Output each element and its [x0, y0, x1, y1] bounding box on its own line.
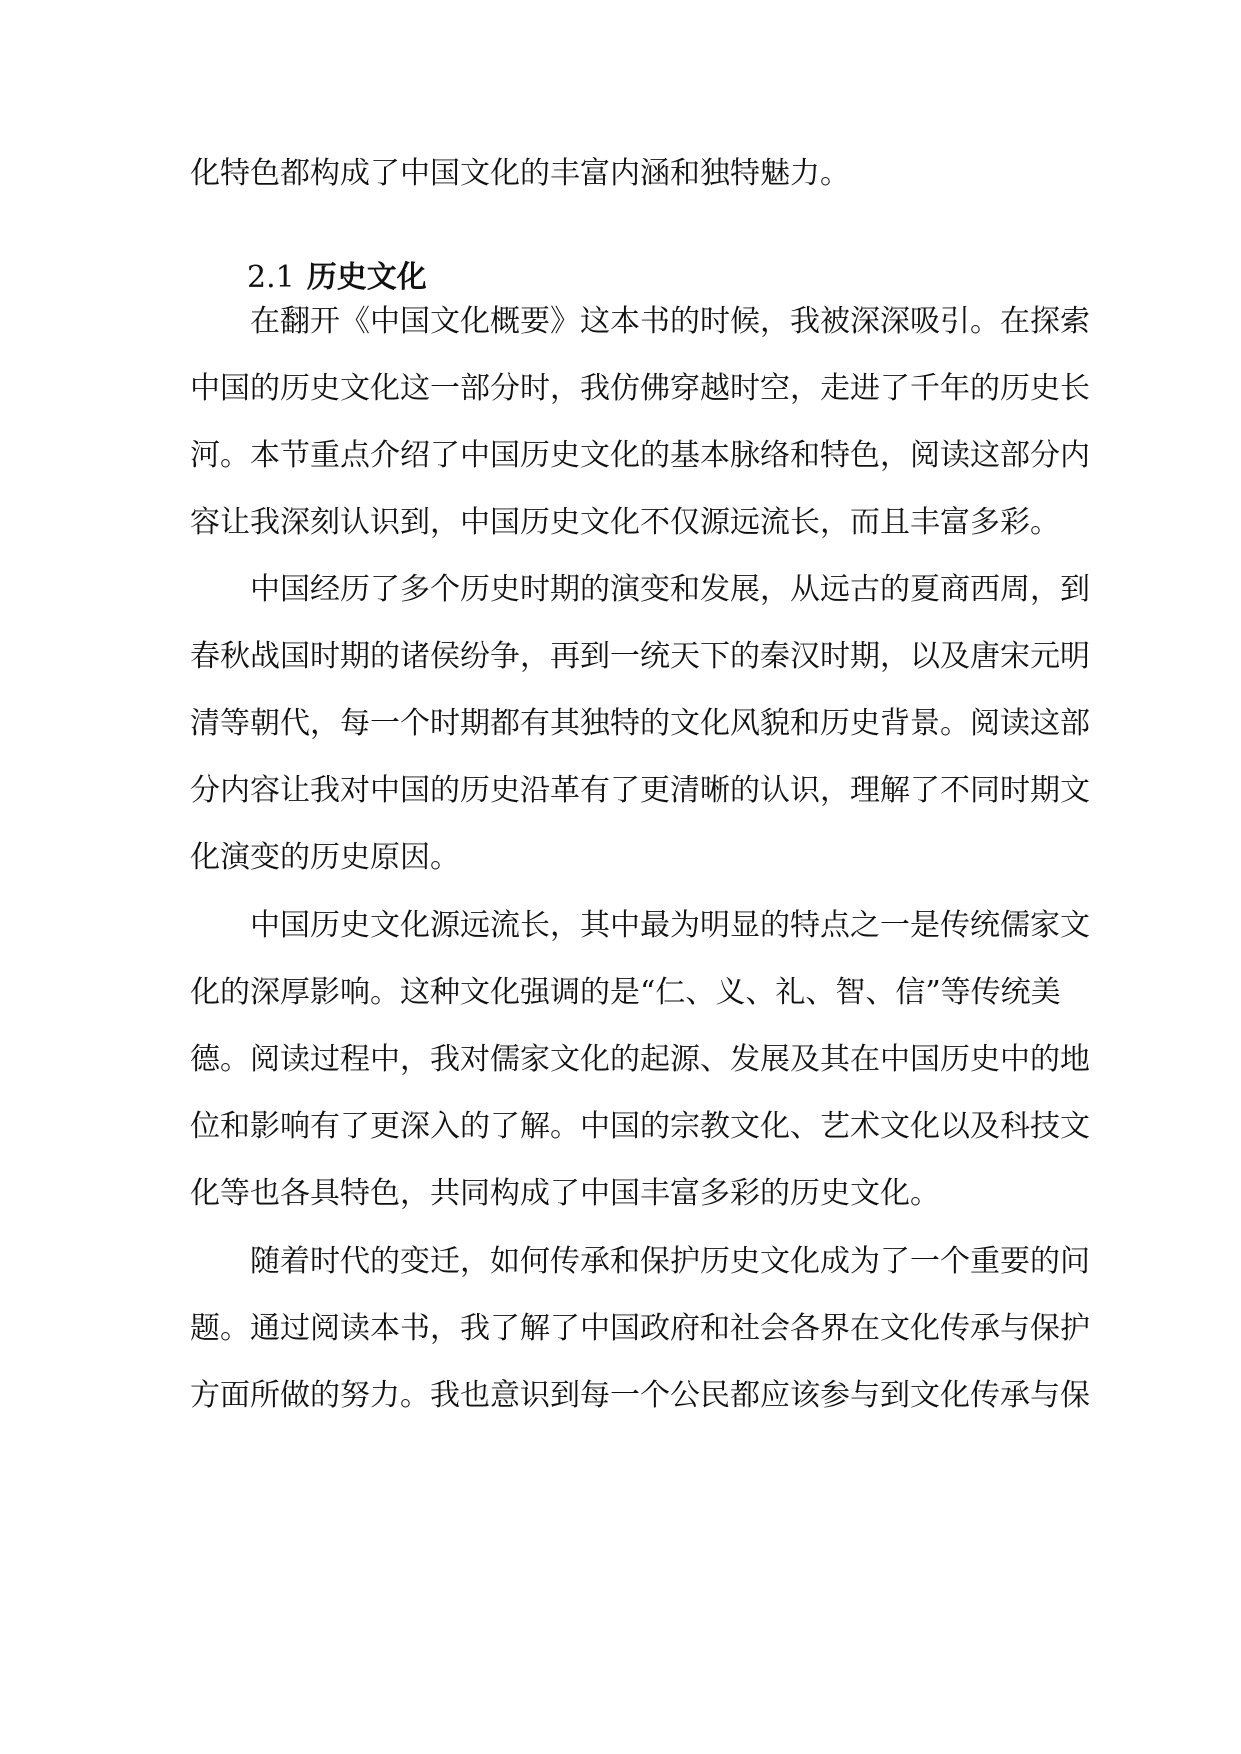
text-line: 德。阅读过程中，我对儒家文化的起源、发展及其在中国历史中的地	[190, 1042, 1090, 1077]
text-line: 清等朝代，每一个时期都有其独特的文化风貌和历史背景。阅读这部	[190, 706, 1090, 741]
section-number: 2.1	[247, 260, 295, 295]
text-line: 化演变的历史原因。	[190, 840, 460, 875]
text-line: 位和影响有了更深入的了解。中国的宗教文化、艺术文化以及科技文	[190, 1109, 1090, 1144]
text-line: 随着时代的变迁，如何传承和保护历史文化成为了一个重要的问	[250, 1244, 1090, 1279]
text-line: 化的深厚影响。这种文化强调的是“仁、义、礼、智、信”等传统美	[190, 975, 1061, 1010]
text-line: 容让我深刻认识到，中国历史文化不仅源远流长，而且丰富多彩。	[190, 505, 1060, 540]
text-line: 河。本节重点介绍了中国历史文化的基本脉络和特色，阅读这部分内	[190, 438, 1090, 473]
text-line: 中国历史文化源远流长，其中最为明显的特点之一是传统儒家文	[250, 908, 1090, 943]
text-line: 化特色都构成了中国文化的丰富内涵和独特魅力。	[190, 156, 850, 191]
text-line: 分内容让我对中国的历史沿革有了更清晰的认识，理解了不同时期文	[190, 773, 1090, 808]
section-title: 历史文化	[306, 260, 427, 295]
text-line: 中国经历了多个历史时期的演变和发展，从远古的夏商西周，到	[250, 572, 1090, 607]
text-line: 中国的历史文化这一部分时，我仿佛穿越时空，走进了千年的历史长	[190, 371, 1090, 406]
text-line: 春秋战国时期的诸侯纷争，再到一统天下的秦汉时期，以及唐宋元明	[190, 639, 1090, 674]
section-heading	[247, 258, 427, 298]
text-line: 化等也各具特色，共同构成了中国丰富多彩的历史文化。	[190, 1176, 940, 1211]
text-line: 在翻开《中国文化概要》这本书的时候，我被深深吸引。在探索	[250, 304, 1090, 339]
text-line: 题。通过阅读本书，我了解了中国政府和社会各界在文化传承与保护	[190, 1311, 1090, 1346]
text-line: 方面所做的努力。我也意识到每一个公民都应该参与到文化传承与保	[190, 1378, 1090, 1413]
